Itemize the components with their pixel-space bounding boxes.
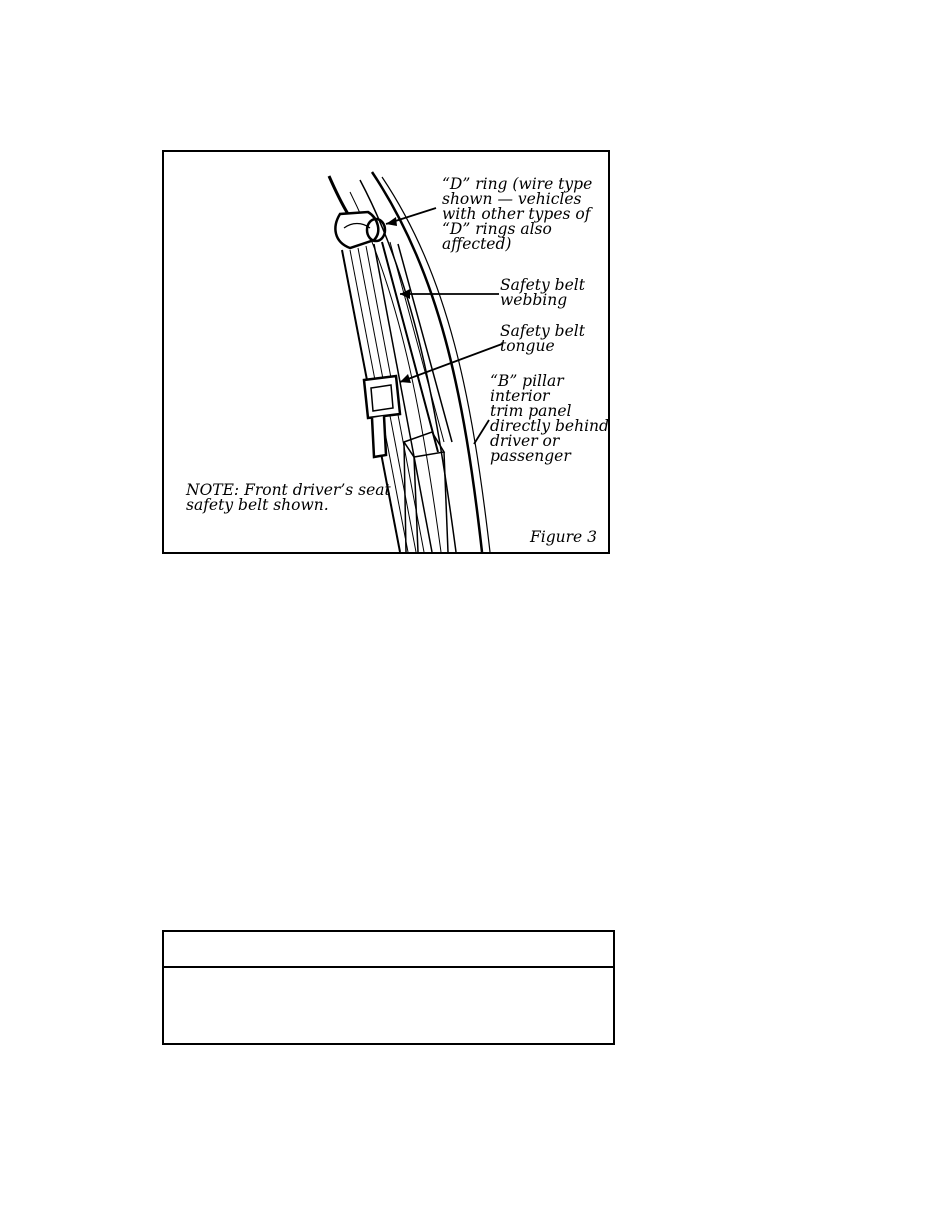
tongue-label: Safety belt tongue [500,322,585,355]
figure-caption: Figure 3 [530,528,597,546]
table-body-row [164,968,613,1043]
figure-3 [162,150,610,554]
note-label: NOTE: Front driver’s seat safety belt shown. [186,481,391,514]
b-pillar-label: “B” pillar interior trim panel directly behind driver or passenger [490,372,609,465]
empty-table-box [162,930,615,1045]
webbing-label: Safety belt webbing [500,276,585,309]
table-header-row [164,932,613,968]
d-ring-label: “D” ring (wire type shown — vehicles with other types of “D” rings also affected) [442,175,593,253]
